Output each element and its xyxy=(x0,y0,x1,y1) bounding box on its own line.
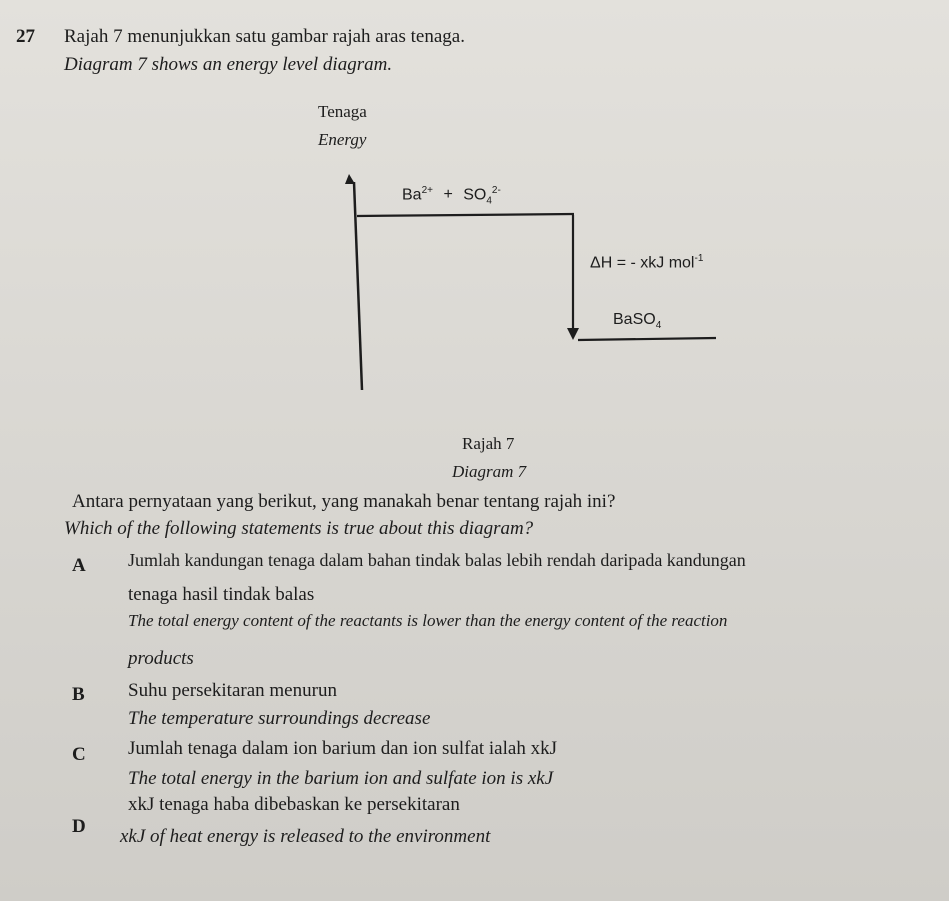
sulfate-subscript: 4 xyxy=(486,195,492,207)
axis-label-malay: Tenaga xyxy=(318,102,367,121)
option-a-malay-line1: Jumlah kandungan tenaga dalam bahan tindak balas lebih rendah daripada kandungan xyxy=(128,550,746,570)
enthalpy-value: ΔH = - xkJ mol xyxy=(590,254,695,272)
option-b-malay: Suhu persekitaran menurun xyxy=(128,680,337,701)
sulfate-ion: SO xyxy=(463,186,487,204)
energy-axis-arrowhead xyxy=(345,174,355,184)
reactant-level-line xyxy=(357,214,574,216)
option-b-english: The temperature surroundings decrease xyxy=(128,708,431,729)
diagram-caption-english: Diagram 7 xyxy=(452,462,527,481)
option-a-english-line2: products xyxy=(128,648,194,669)
option-a-malay-line2: tenaga hasil tindak balas xyxy=(128,584,315,605)
option-c-malay: Jumlah tenaga dalam ion barium dan ion sulfat ialah xkJ xyxy=(128,738,557,759)
option-c-english: The total energy in the barium ion and sulfate ion is xkJ xyxy=(128,768,554,789)
product-formula: BaSO xyxy=(613,311,656,328)
option-letter: C xyxy=(72,744,86,765)
option-d-malay: xkJ tenaga haba dibebaskan ke persekitaran xyxy=(128,794,460,815)
sulfate-charge: 2- xyxy=(491,185,501,196)
plus-sign: + xyxy=(443,186,453,204)
reactants-label xyxy=(402,185,501,207)
enthalpy-exponent: -1 xyxy=(694,253,704,264)
product-level-line xyxy=(578,338,716,340)
enthalpy-arrowhead xyxy=(567,328,579,340)
barium-charge: 2+ xyxy=(421,185,433,196)
option-a-english-line1: The total energy content of the reactants is lower than the energy content of the reaction xyxy=(128,611,728,630)
prompt-malay: Antara pernyataan yang berikut, yang manakah benar tentang rajah ini? xyxy=(72,491,616,512)
diagram-caption-malay: Rajah 7 xyxy=(462,434,515,453)
axis-label-english: Energy xyxy=(318,130,367,149)
product-label xyxy=(613,311,661,331)
option-letter: A xyxy=(72,555,86,576)
product-subscript: 4 xyxy=(655,320,662,332)
prompt-english: Which of the following statements is true about this diagram? xyxy=(64,518,534,539)
question-number: 27 xyxy=(16,26,35,47)
question-intro-english: Diagram 7 shows an energy level diagram. xyxy=(64,54,393,75)
barium-ion: Ba xyxy=(402,186,422,204)
option-d-english: xkJ of heat energy is released to the environment xyxy=(120,826,491,847)
option-letter: D xyxy=(72,816,86,837)
energy-axis-line xyxy=(354,182,362,390)
question-intro-malay: Rajah 7 menunjukkan satu gambar rajah aras tenaga. xyxy=(64,26,465,47)
option-letter: B xyxy=(72,684,85,705)
enthalpy-label xyxy=(590,253,703,272)
